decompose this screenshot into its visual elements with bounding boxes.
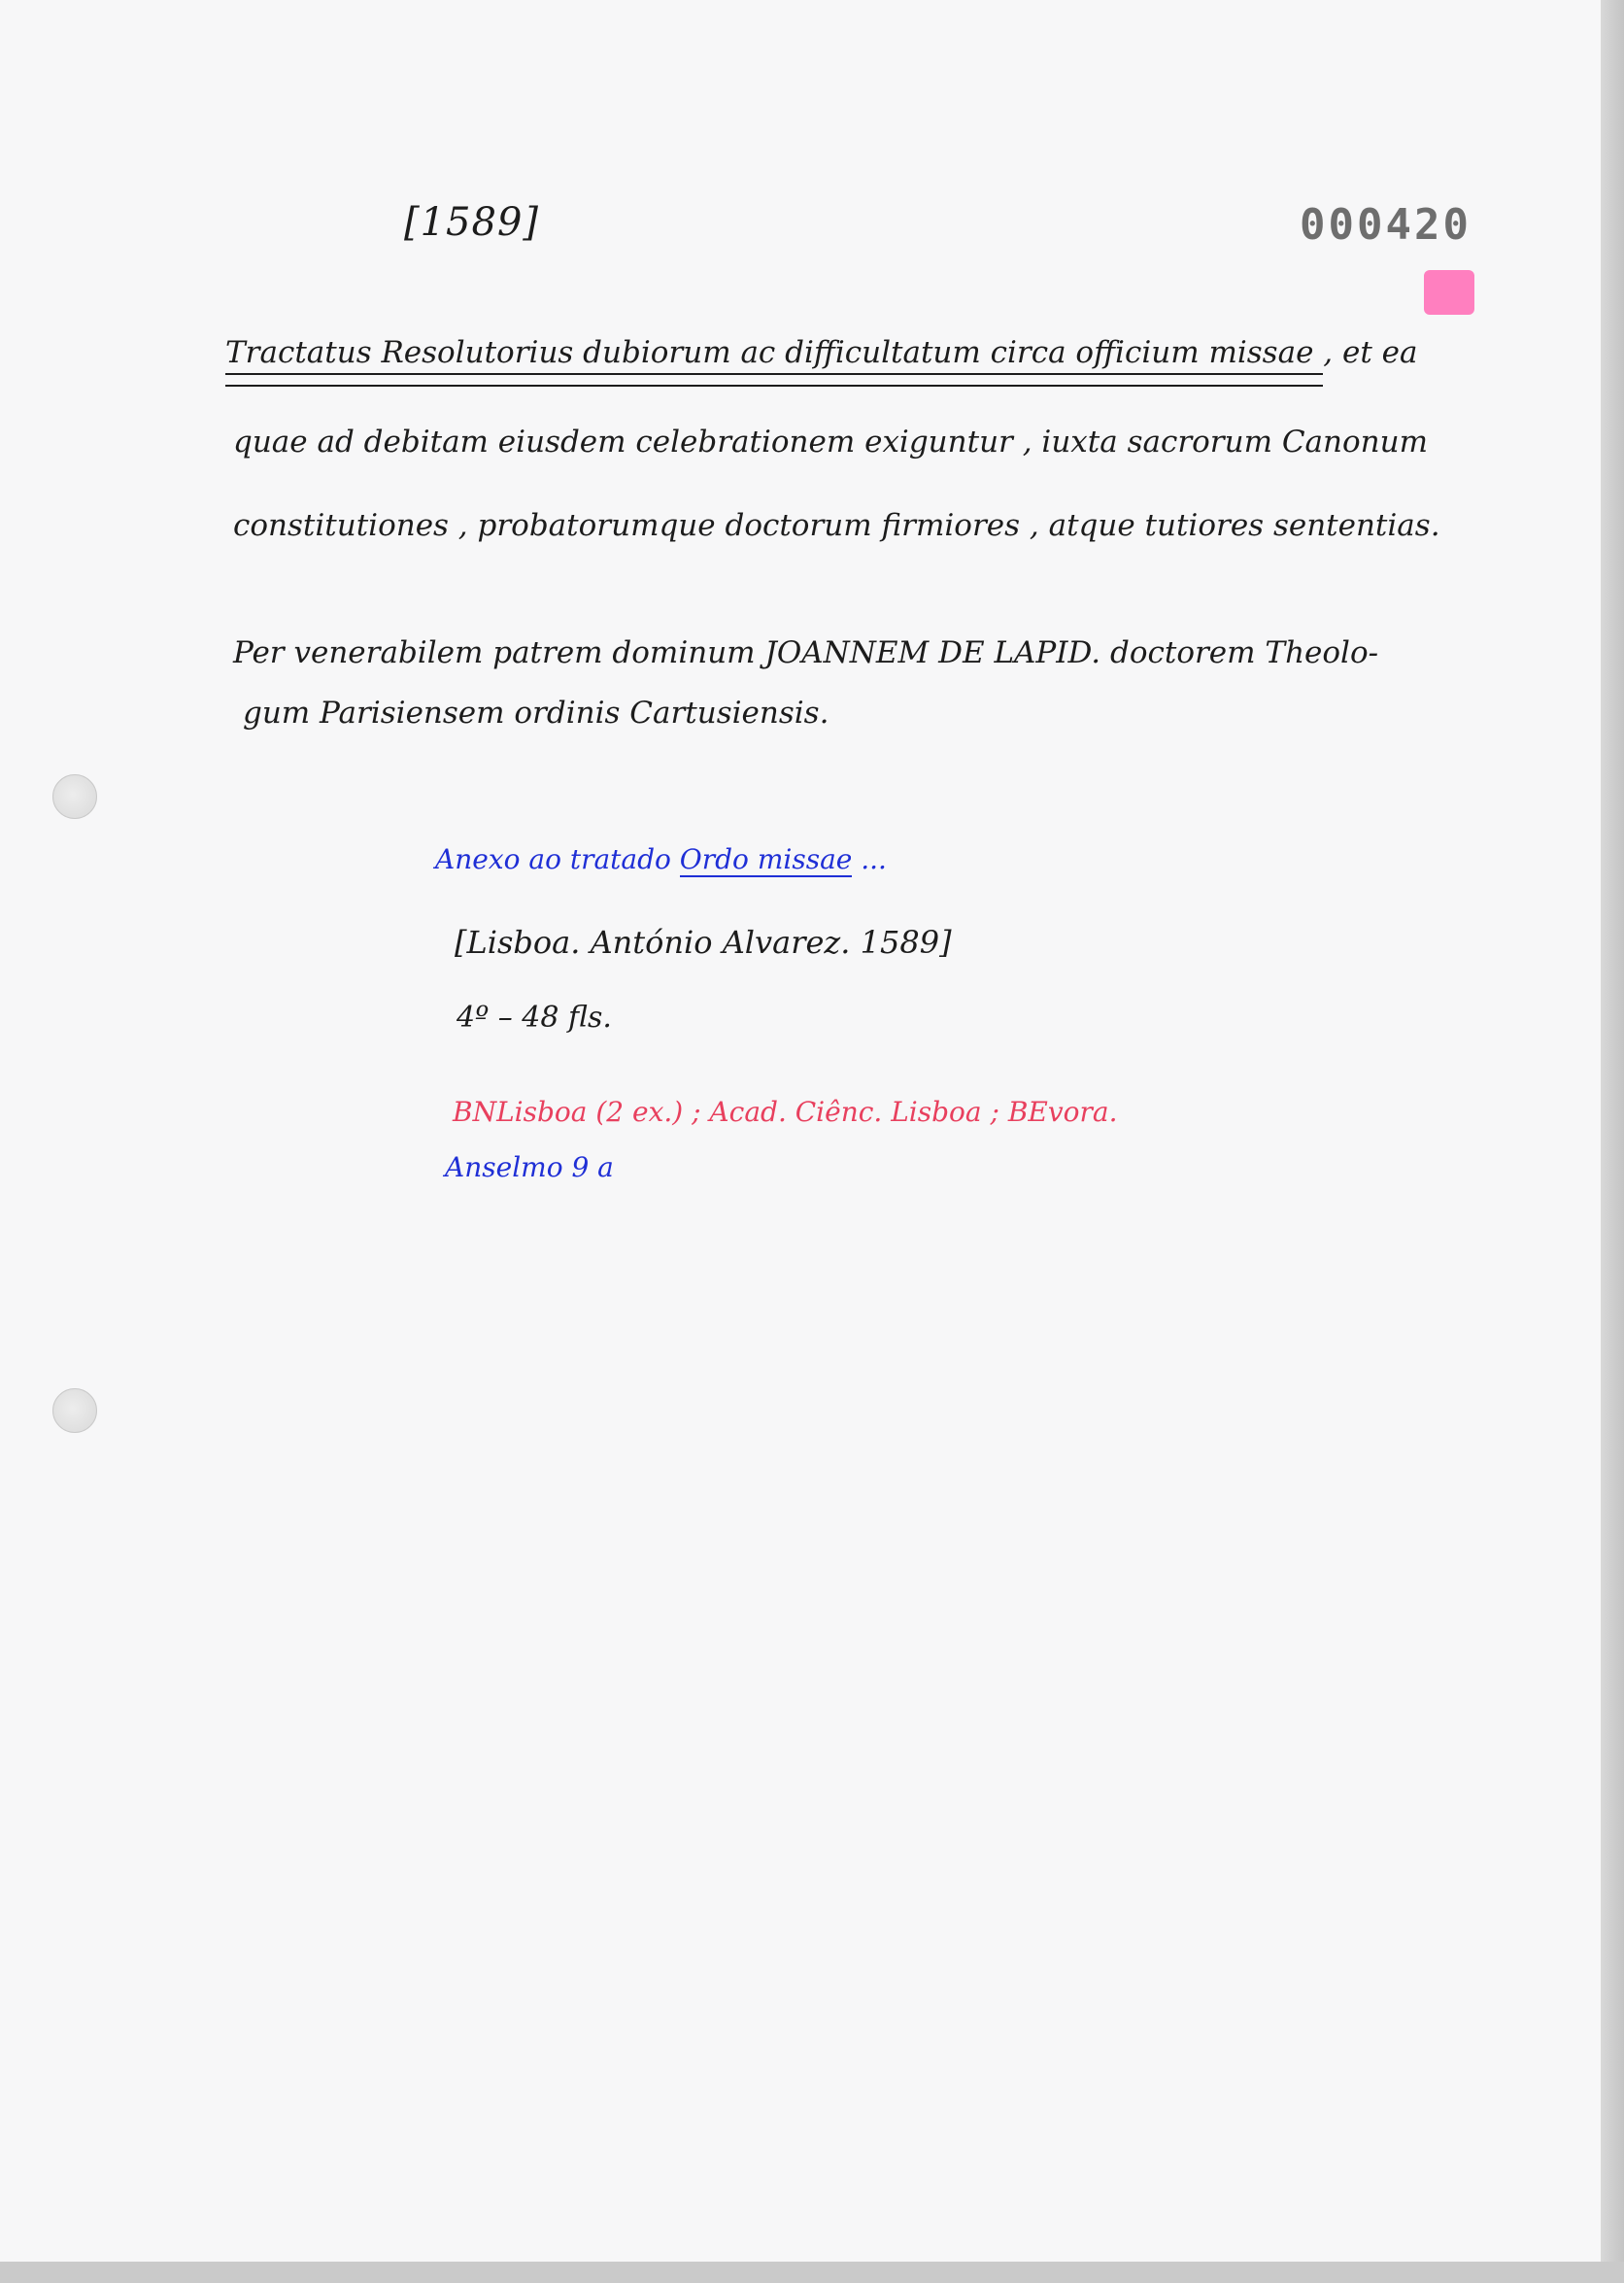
author-line-1: Per venerabilem patrem dominum JOANNEM DE LAPID. doctorem Theolo- [233, 635, 1379, 670]
title-double-underline [225, 373, 1323, 387]
annex-prefix: Anexo ao tratado [435, 843, 671, 875]
title-line-1: Tractatus Resolutorius dubiorum ac difficultatum circa officium missae , et ea [225, 335, 1418, 370]
catalog-number-stamp: 000420 [1300, 200, 1472, 250]
holdings-note: BNLisboa (2 ex.) ; Acad. Ciênc. Lisboa ; BEvora. [453, 1096, 1118, 1128]
imprint-note: [Lisboa. António Alvarez. 1589] [455, 924, 952, 961]
year-label: [1589] [404, 200, 540, 245]
scanner-bottom-edge [0, 2262, 1624, 2283]
scanner-edge [1601, 0, 1624, 2283]
punch-hole-top [52, 774, 97, 819]
pink-marker-tab [1424, 270, 1474, 315]
author-line-2: gum Parisiensem ordinis Cartusiensis. [243, 696, 829, 731]
annex-note [435, 843, 887, 875]
punch-hole-bottom [52, 1388, 97, 1433]
title-line-2: quae ad debitam eiusdem celebrationem exiguntur , iuxta sacrorum Canonum [233, 425, 1428, 460]
annex-suffix: ... [852, 843, 887, 875]
reference-note: Anselmo 9 a [445, 1151, 614, 1183]
format-note: 4º – 48 fls. [457, 1001, 612, 1035]
annex-title: Ordo missae [679, 843, 853, 875]
title-line-3: constitutiones , probatorumque doctorum firmiores , atque tutiores sententias. [233, 508, 1440, 543]
